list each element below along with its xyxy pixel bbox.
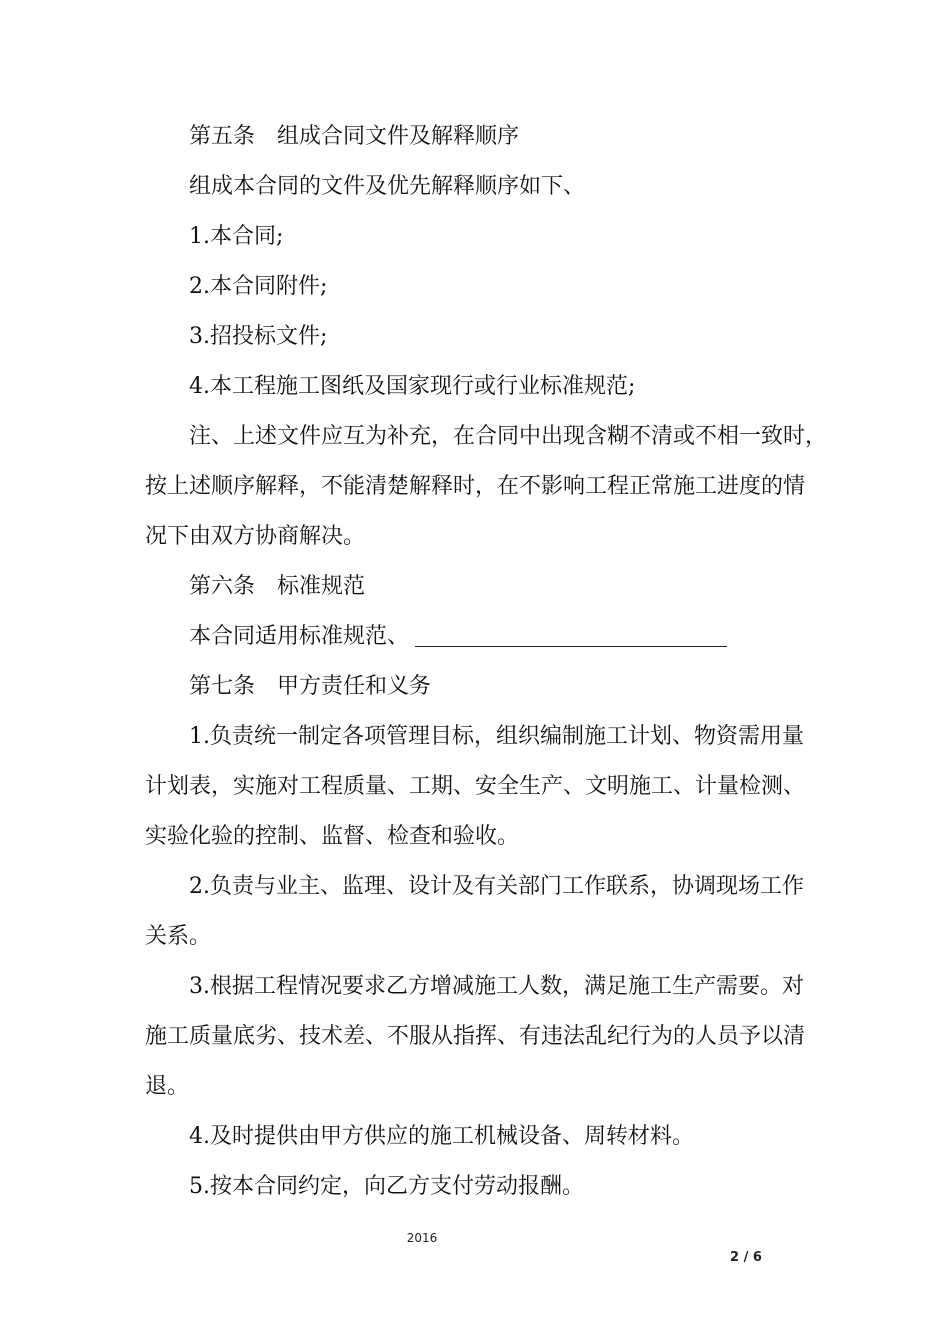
paragraph-line: 1.负责统一制定各项管理目标，组织编制施工计划、物资需用量 (189, 724, 804, 749)
list-item: 4.及时提供由甲方供应的施工机械设备、周转材料。 (189, 1124, 694, 1149)
paragraph-line: 计划表，实施对工程质量、工期、安全生产、文明施工、计量检测、 (145, 774, 806, 799)
article-title: 标准规范 (277, 574, 366, 599)
article-6-heading (145, 562, 810, 612)
paragraph: 组成本合同的文件及优先解释顺序如下、 (189, 174, 586, 199)
list-item: 1.本合同; (189, 224, 284, 249)
paragraph-line: 关系。 (145, 924, 212, 949)
article-7-heading (145, 662, 810, 712)
paragraph-line: 实验化验的控制、监督、检查和验收。 (145, 824, 520, 849)
article-title: 组成合同文件及解释顺序 (277, 124, 520, 149)
article-5-heading (145, 112, 810, 162)
article-number: 第五条 (189, 124, 256, 149)
document-body (145, 112, 828, 1212)
paragraph-line: 按上述顺序解释，不能清楚解释时，在不影响工程正常施工进度的情 (145, 474, 806, 499)
standards-line (145, 612, 810, 662)
paragraph-line: 退。 (145, 1074, 190, 1099)
paragraph-line: 2.负责与业主、监理、设计及有关部门工作联系，协调现场工作 (189, 874, 804, 899)
paragraph-line: 3.根据工程情况要求乙方增减施工人数，满足施工生产需要。对 (189, 974, 804, 999)
article-title: 甲方责任和义务 (277, 674, 432, 699)
list-item: 2.本合同附件; (189, 274, 328, 299)
list-item: 5.按本合同约定，向乙方支付劳动报酬。 (189, 1174, 584, 1199)
fill-in-blank[interactable] (415, 622, 727, 647)
standards-label: 本合同适用标准规范、 (189, 624, 410, 649)
list-item: 4.本工程施工图纸及国家现行或行业标准规范; (189, 374, 636, 399)
article-number: 第六条 (189, 574, 256, 599)
paragraph-line: 施工质量底劣、技术差、不服从指挥、有违法乱纪行为的人员予以清 (145, 1024, 806, 1049)
paragraph-line: 注、上述文件应互为补充，在合同中出现含糊不清或不相一致时， (189, 424, 828, 449)
footer-year: 2016 (406, 1231, 438, 1245)
list-item: 3.招投标文件; (189, 324, 328, 349)
paragraph-line: 况下由双方协商解决。 (145, 524, 366, 549)
page-number: 2 / 6 (730, 1250, 762, 1265)
article-number: 第七条 (189, 674, 256, 699)
